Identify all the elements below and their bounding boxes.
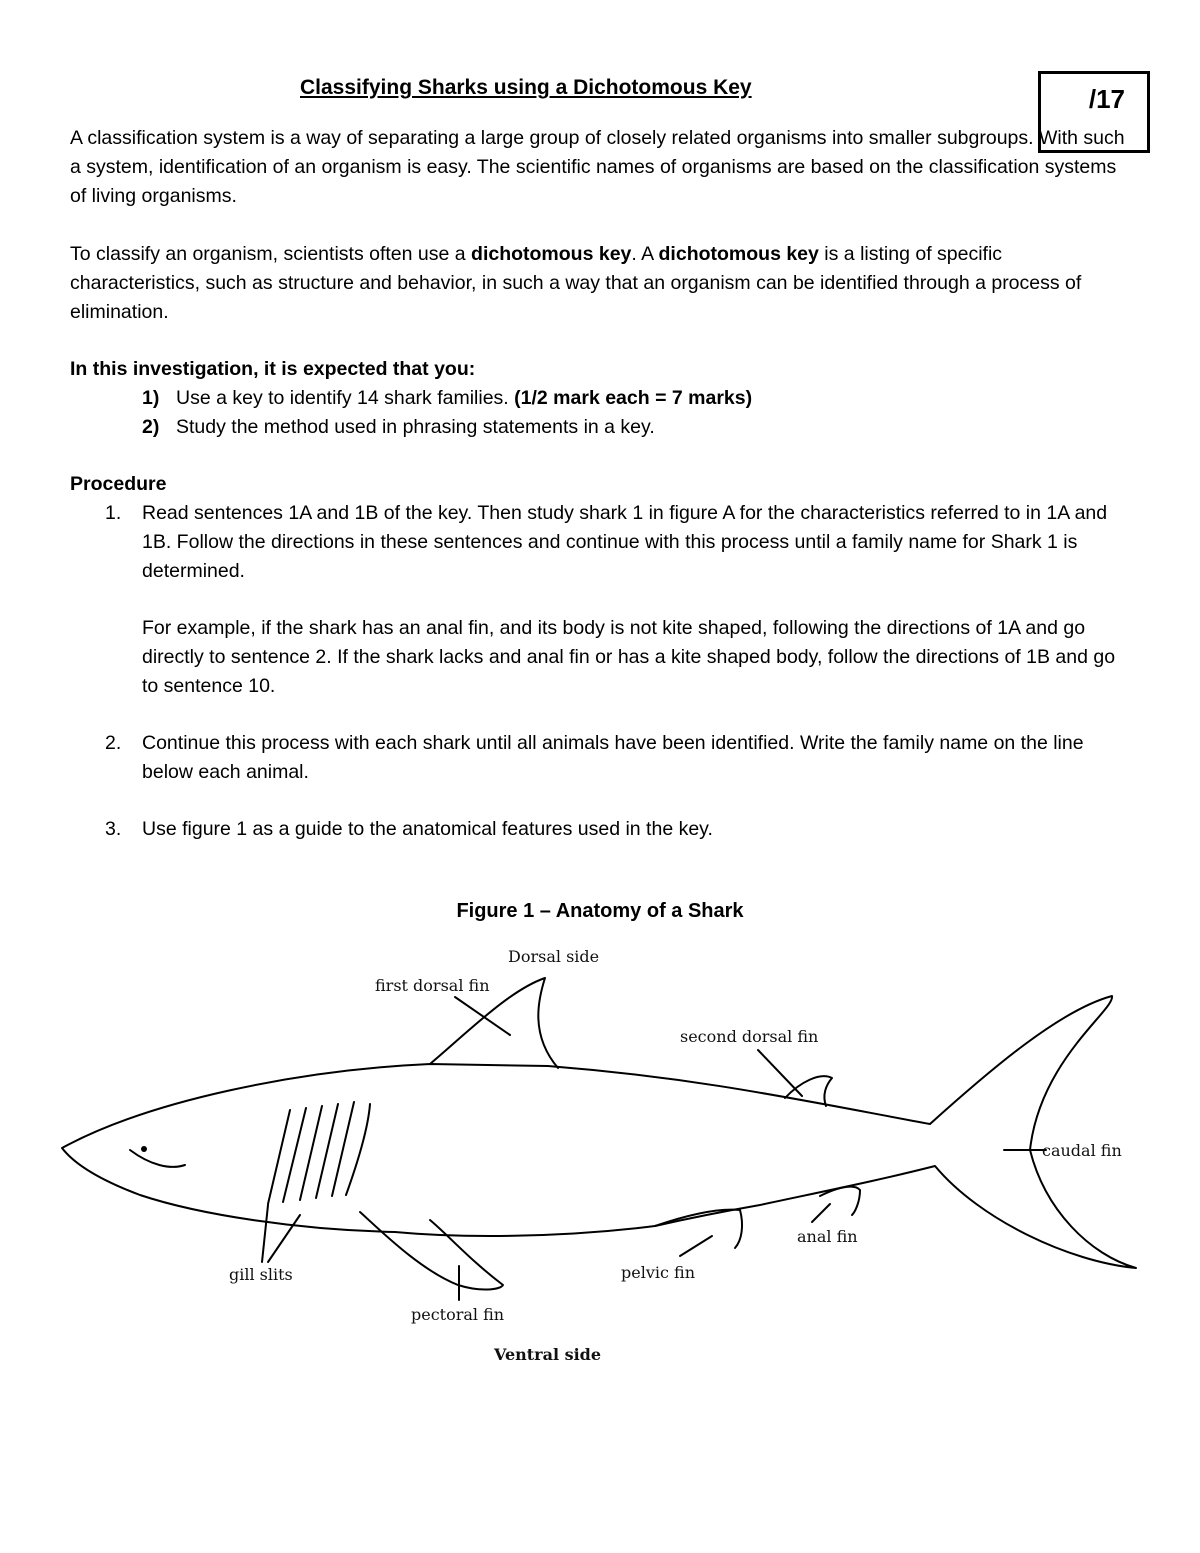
procedure-step-text: Use figure 1 as a guide to the anatomical features used in the key. bbox=[142, 818, 713, 840]
procedure-step-number: 2. bbox=[105, 732, 122, 754]
shark-eye bbox=[141, 1146, 147, 1152]
pectoral-fin bbox=[360, 1212, 503, 1290]
label-caudal-fin: caudal fin bbox=[1042, 1141, 1122, 1160]
label-first-dorsal-fin: first dorsal fin bbox=[375, 976, 490, 995]
figure-title: Figure 1 – Anatomy of a Shark bbox=[456, 900, 744, 922]
procedure-step-number: 3. bbox=[105, 818, 122, 840]
para2-text-3: is a listing of specific characteristics, such as structure and behavior, in such a way that an organism can be identified through a process of elimination. bbox=[70, 243, 1082, 323]
shark-mouth bbox=[130, 1150, 185, 1167]
para2-term-1: dichotomous key bbox=[471, 243, 632, 265]
procedure-step-text: Read sentences 1A and 1B of the key. Then study shark 1 in figure A for the characteristics referred to in 1A and 1B. Follow the directions in these sentences and continue with this process until a family name for Shark 1 is determined. bbox=[142, 502, 1108, 582]
pointer-anal-fin bbox=[812, 1204, 830, 1222]
pointer-second-dorsal-fin bbox=[758, 1050, 802, 1096]
pointer-pelvic-fin bbox=[680, 1236, 712, 1256]
expectation-text: Study the method used in phrasing statements in a key. bbox=[176, 416, 655, 438]
label-anal-fin: anal fin bbox=[797, 1227, 858, 1246]
procedure-step-text: Continue this process with each shark until all animals have been identified. Write the family name on the line below each animal. bbox=[142, 732, 1084, 783]
procedure-heading: Procedure bbox=[70, 473, 167, 495]
page-title: Classifying Sharks using a Dichotomous Key bbox=[300, 76, 752, 99]
score-value: /17 bbox=[1088, 84, 1125, 114]
procedure-step-number: 1. bbox=[105, 502, 122, 524]
label-pectoral-fin: pectoral fin bbox=[411, 1305, 505, 1324]
para2-text-1: To classify an organism, scientists often use a bbox=[70, 243, 472, 265]
pelvic-fin bbox=[655, 1210, 742, 1248]
procedure-example: For example, if the shark has an anal fin, and its body is not kite shaped, following the directions of 1A and go directly to sentence 2. If the shark lacks and anal fin or has a kite shaped body, follow the directions of 1B and go to sentence 10. bbox=[142, 617, 1116, 697]
intro-paragraph: A classification system is a way of separating a large group of closely related organisms into smaller subgroups. With such a system, identification of an organism is easy. The scientific names of organisms are based on the classification systems of living organisms. bbox=[70, 127, 1125, 207]
label-dorsal-side: Dorsal side bbox=[508, 947, 600, 966]
label-second-dorsal-fin: second dorsal fin bbox=[680, 1027, 819, 1046]
expectation-number: 1) bbox=[142, 387, 160, 409]
expectations-heading: In this investigation, it is expected that you: bbox=[70, 358, 476, 380]
pointer-gill-slits-1 bbox=[262, 1205, 268, 1262]
expectation-text: Use a key to identify 14 shark families. bbox=[176, 387, 515, 409]
para2-term-2: dichotomous key bbox=[658, 243, 819, 265]
expectation-number: 2) bbox=[142, 416, 160, 438]
label-pelvic-fin: pelvic fin bbox=[621, 1263, 696, 1282]
label-gill-slits: gill slits bbox=[229, 1265, 293, 1284]
label-ventral-side: Ventral side bbox=[494, 1345, 602, 1364]
expectation-marks: (1/2 mark each = 7 marks) bbox=[514, 387, 753, 409]
shark-body-outline bbox=[62, 996, 1136, 1268]
para2-text-2: . A bbox=[631, 243, 659, 265]
